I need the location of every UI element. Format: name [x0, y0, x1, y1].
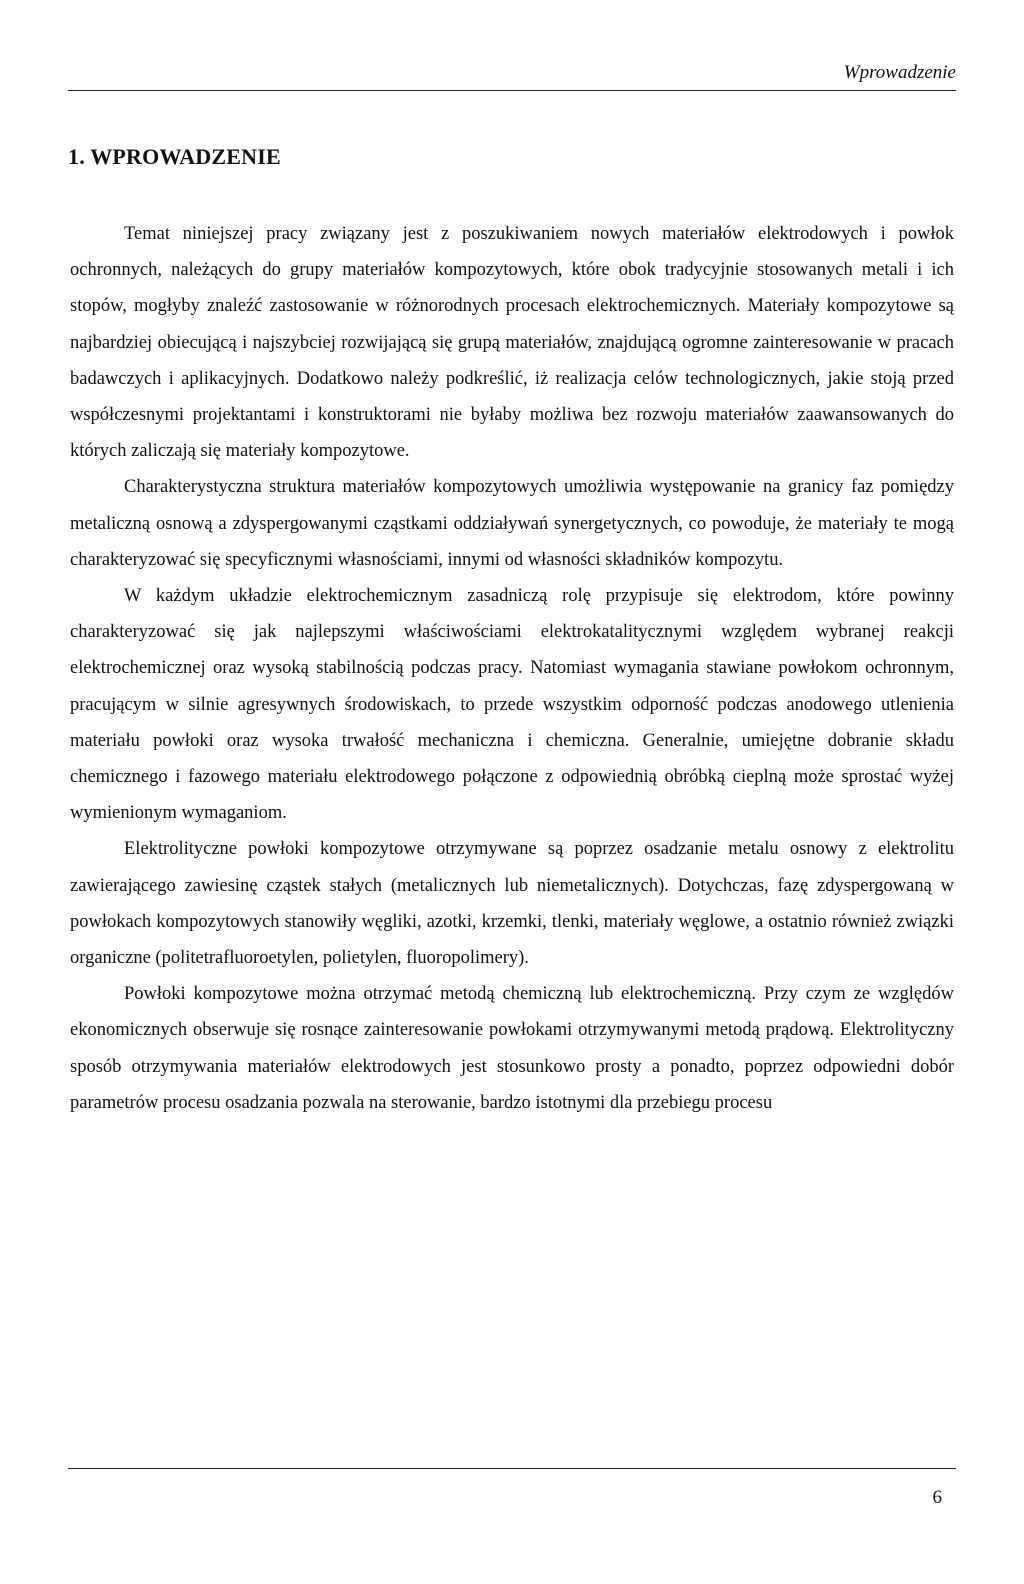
body-text — [70, 216, 954, 1121]
header-divider — [68, 90, 956, 91]
paragraph-5: Powłoki kompozytowe można otrzymać metodą chemiczną lub elektrochemiczną. Przy czym ze względów ekonomicznych obserwuje się rosnące zainteresowanie powłokami otrzymywanymi metodą prądową. Elektrolityczny sposób otrzymywania materiałów elektrodowych jest stosunkowo prosty a ponadto, poprzez odpowiedni dobór parametrów procesu osadzania pozwala na sterowanie, bardzo istotnymi dla przebiegu procesu — [70, 984, 954, 1113]
footer-divider — [68, 1468, 956, 1469]
paragraph-2: Charakterystyczna struktura materiałów kompozytowych umożliwia występowanie na granicy faz pomiędzy metaliczną osnową a zdyspergowanymi cząstkami oddziaływań synergetycznych, co powoduje, że materiały te mogą charakteryzować się specyficznymi własnościami, innymi od własności składników kompozytu. — [70, 477, 954, 570]
paragraph-1: Temat niniejszej pracy związany jest z poszukiwaniem nowych materiałów elektrodowych i powłok ochronnych, należących do grupy materiałów kompozytowych, które obok tradycyjnie stosowanych metali i ich stopów, mogłyby znaleźć zastosowanie w różnorodnych procesach elektrochemicznych. Materiały kompozytowe są najbardziej obiecującą i najszybciej rozwijającą się grupą materiałów, znajdującą ogromne zainteresowanie w pracach badawczych i aplikacyjnych. Dodatkowo należy podkreślić, iż realizacja celów technologicznych, jakie stoją przed współczesnymi projektantami i konstruktorami nie byłaby możliwa bez rozwoju materiałów zaawansowanych do których zaliczają się materiały kompozytowe. — [70, 224, 954, 462]
paragraph-4: Elektrolityczne powłoki kompozytowe otrzymywane są poprzez osadzanie metalu osnowy z elektrolitu zawierającego zawiesinę cząstek stałych (metalicznych lub niemetalicznych). Dotychczas, fazę zdyspergowaną w powłokach kompozytowych stanowiły węgliki, azotki, krzemki, tlenki, materiały węglowe, a ostatnio również związki organiczne (politetrafluoroetylen, polietylen, fluoropolimery). — [70, 839, 954, 969]
paragraph-3: W każdym układzie elektrochemicznym zasadniczą rolę przypisuje się elektrodom, które powinny charakteryzować się jak najlepszymi właściwościami elektrokatalitycznymi względem wybranej reakcji elektrochemicznej oraz wysoką stabilnością podczas pracy. Natomiast wymagania stawiane powłokom ochronnym, pracującym w silnie agresywnych środowiskach, to przede wszystkim odporność podczas anodowego utlenienia materiału powłoki oraz wysoka trwałość mechaniczna i chemiczna. Generalnie, umiejętne dobranie składu chemicznego i fazowego materiału elektrodowego połączone z odpowiednią obróbką cieplną może sprostać wyżej wymienionym wymaganiom. — [70, 586, 954, 824]
chapter-heading: 1. WPROWADZENIE — [68, 144, 281, 169]
running-header: Wprowadzenie — [843, 62, 956, 83]
page-number: 6 — [932, 1487, 942, 1508]
